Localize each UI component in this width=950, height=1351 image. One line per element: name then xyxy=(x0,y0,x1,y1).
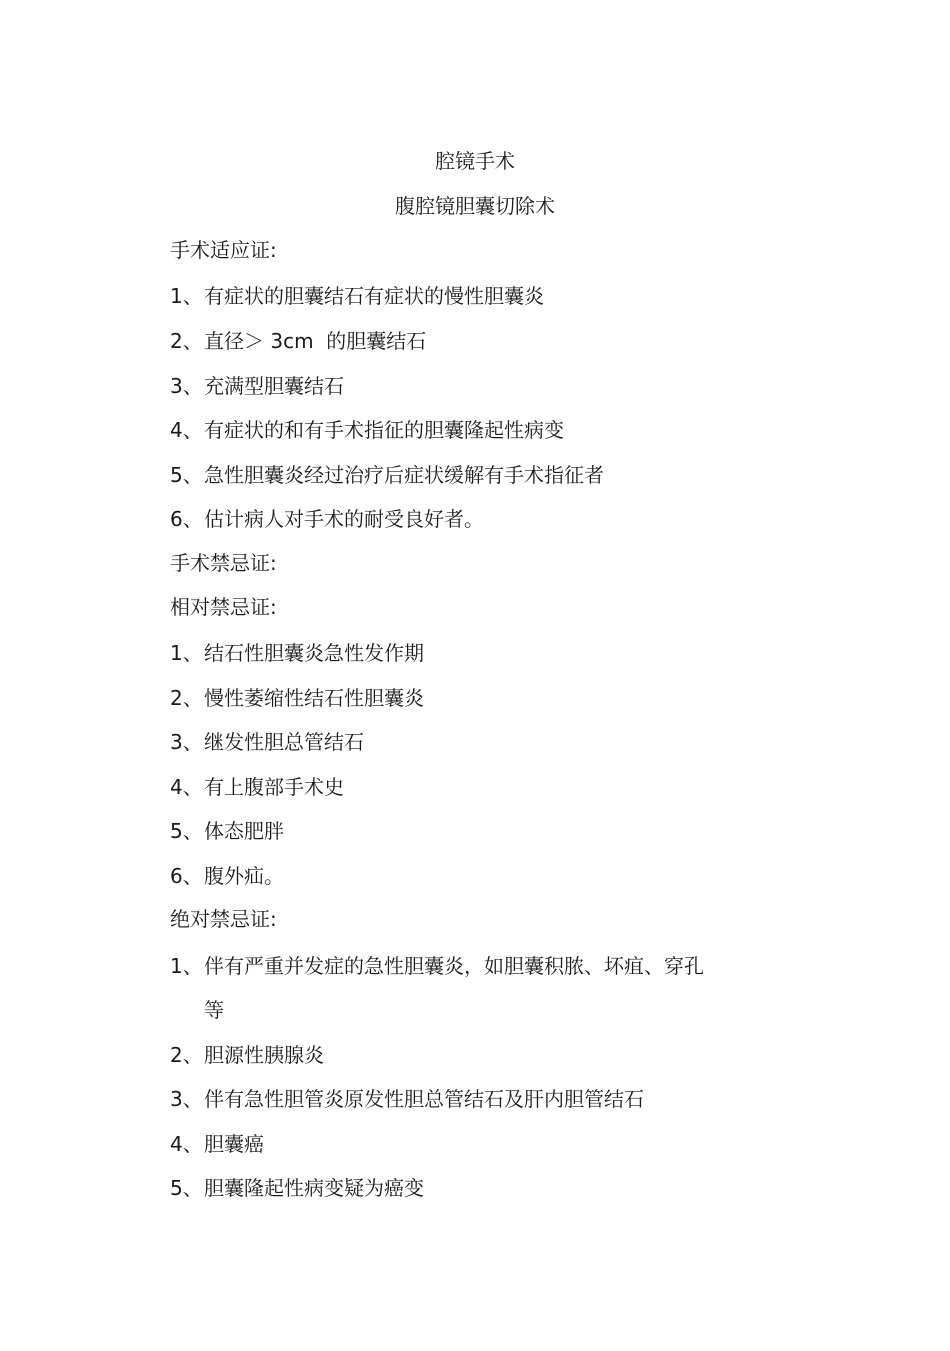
item-number: 1、 xyxy=(170,954,203,978)
list-item xyxy=(170,639,424,667)
item-text: 体态肥胖 xyxy=(204,819,284,843)
item-text: 充满型胆囊结石 xyxy=(204,374,344,398)
item-text: 胆源性胰腺炎 xyxy=(204,1043,324,1067)
item-text: 估计病人对手术的耐受良好者。 xyxy=(204,507,484,531)
item-number: 2、 xyxy=(170,686,203,710)
item-text: 慢性萎缩性结石性胆囊炎 xyxy=(204,686,424,710)
absolute-contraindications-heading: 绝对禁忌证: xyxy=(170,907,277,931)
item-number: 5、 xyxy=(170,819,203,843)
item-number: 4、 xyxy=(170,1132,203,1156)
item-number: 5、 xyxy=(170,1176,203,1200)
item-text: 直径＞ 3cm 的胆囊结石 xyxy=(204,329,427,353)
document-title: 腔镜手术 xyxy=(435,149,515,173)
list-item xyxy=(170,1085,644,1113)
indications-heading: 手术适应证: xyxy=(170,238,277,262)
item-number: 6、 xyxy=(170,864,203,888)
relative-contraindications-heading: 相对禁忌证: xyxy=(170,595,277,619)
item-number: 1、 xyxy=(170,641,203,665)
item-number: 6、 xyxy=(170,507,203,531)
item-number: 4、 xyxy=(170,418,203,442)
item-text: 伴有急性胆管炎原发性胆总管结石及肝内胆管结石 xyxy=(204,1087,644,1111)
list-item xyxy=(170,773,344,801)
item-number: 1、 xyxy=(170,284,203,308)
item-number: 4、 xyxy=(170,775,203,799)
item-number: 2、 xyxy=(170,1043,203,1067)
list-item xyxy=(170,327,426,355)
item-number: 3、 xyxy=(170,730,203,754)
list-item xyxy=(170,1174,424,1202)
contraindications-heading: 手术禁忌证: xyxy=(170,551,277,575)
item-text: 有症状的和有手术指征的胆囊隆起性病变 xyxy=(204,418,564,442)
list-item xyxy=(170,952,704,980)
item-text: 伴有严重并发症的急性胆囊炎，如胆囊积脓、坏疽、穿孔 xyxy=(204,954,704,978)
item-text: 继发性胆总管结石 xyxy=(204,730,364,754)
item-text: 有上腹部手术史 xyxy=(204,775,344,799)
item-text: 结石性胆囊炎急性发作期 xyxy=(204,641,424,665)
item-text: 腹外疝。 xyxy=(204,864,284,888)
list-item xyxy=(170,505,484,533)
list-item xyxy=(170,282,544,310)
item-text: 有症状的胆囊结石有症状的慢性胆囊炎 xyxy=(204,284,544,308)
list-item xyxy=(170,817,284,845)
list-item xyxy=(170,684,424,712)
list-item xyxy=(170,728,364,756)
item-text-continuation: 等 xyxy=(204,998,224,1022)
list-item xyxy=(170,862,284,890)
item-number: 3、 xyxy=(170,374,203,398)
list-item xyxy=(170,461,604,489)
list-item xyxy=(170,372,344,400)
item-number: 5、 xyxy=(170,463,203,487)
item-text: 胆囊隆起性病变疑为癌变 xyxy=(204,1176,424,1200)
document-subtitle: 腹腔镜胆囊切除术 xyxy=(395,194,555,218)
list-item xyxy=(170,416,564,444)
item-number: 2、 xyxy=(170,329,203,353)
list-item xyxy=(170,1041,324,1069)
item-text: 急性胆囊炎经过治疗后症状缓解有手术指征者 xyxy=(204,463,604,487)
item-text: 胆囊癌 xyxy=(204,1132,264,1156)
list-item xyxy=(170,1130,264,1158)
item-number: 3、 xyxy=(170,1087,203,1111)
